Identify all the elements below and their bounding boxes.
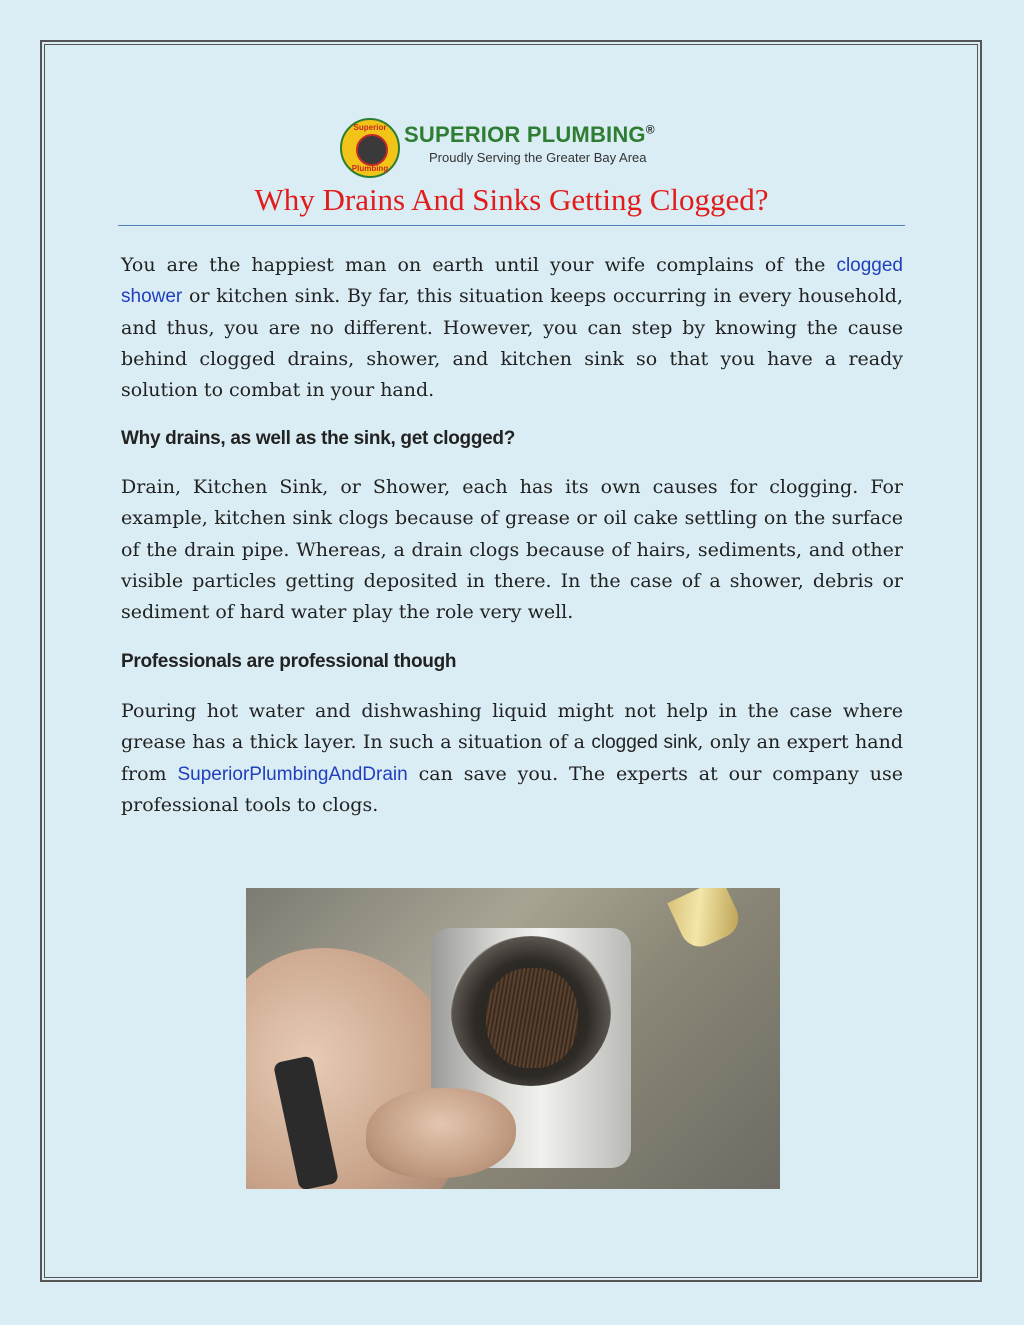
logo-emblem-icon [356, 134, 388, 166]
superior-plumbing-link[interactable]: SuperiorPlumbingAndDrain [177, 763, 408, 785]
logo-badge-bottom-text: Plumbing [351, 164, 389, 173]
professionals-paragraph: Pouring hot water and dishwashing liquid might not help in the case where grease has a thick layer. In such a situation of a clogged sink, only an expert hand from SuperiorPlumbingAndDrain can save you. The experts at our company use professional tools to clogs. [121, 700, 904, 816]
clogged-sink-text: clogged sink [591, 732, 698, 754]
intro-paragraph: You are the happiest man on earth until your wife complains of the clogged shower or kitchen sink. By far, this situation keeps occurring in every household, and thus, you are no different. However, you can step by knowing the cause behind clogged drains, shower, and kitchen sink so that you have a ready solution to combat in your hand. [121, 254, 903, 402]
brass-fitting [667, 888, 745, 953]
logo-tagline: Proudly Serving the Greater Bay Area [429, 150, 647, 165]
logo-badge-top-text: Superior [353, 123, 387, 132]
thumb-shape [366, 1088, 516, 1178]
article-title: Why Drains And Sinks Getting Clogged? [254, 182, 769, 217]
clogged-pipe-photo [246, 888, 780, 1189]
company-logo [340, 118, 690, 180]
hair-clog [486, 968, 578, 1068]
clogged-shower-link[interactable]: clogged shower [121, 255, 903, 308]
title-underline [118, 225, 905, 226]
registered-mark: ® [645, 122, 655, 137]
logo-badge-icon [340, 118, 400, 178]
logo-company-name: SUPERIOR PLUMBING® [404, 122, 655, 147]
section-heading-causes: Why drains, as well as the sink, get clogged? [121, 428, 516, 449]
section-heading-professionals: Professionals are professional though [121, 651, 457, 672]
causes-paragraph: Drain, Kitchen Sink, or Shower, each has its own causes for clogging. For example, kitchen sink clogs because of grease or oil cake settling on the surface of the drain pipe. Whereas, a drain clogs because of hairs, sediments, and other visible particles getting deposited in there. In the case of a shower, debris or sediment of hard water play the role very well. [121, 476, 903, 624]
